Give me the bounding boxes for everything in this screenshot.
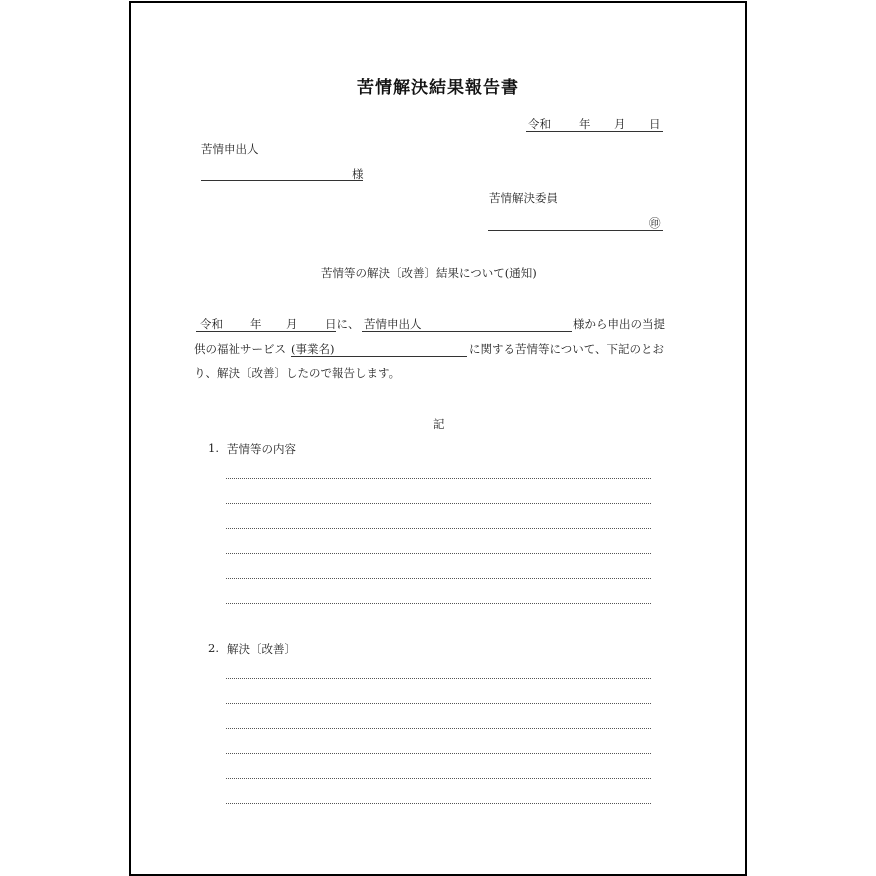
section-1-line (226, 553, 651, 554)
date-line (526, 116, 663, 132)
section-1-line (226, 578, 651, 579)
date-month: 月 (614, 117, 626, 131)
body-applicant-line (362, 316, 572, 332)
section-2-line (226, 678, 651, 679)
section-2-line (226, 778, 651, 779)
body-month: 月 (286, 317, 298, 331)
body-line1-tail: 様から申出の当提 (573, 317, 665, 331)
seal-mark: ㊞ (649, 216, 661, 230)
section-1-heading: 苦情等の内容 (227, 442, 296, 456)
document-page (129, 1, 747, 876)
body-era: 令和 (200, 317, 223, 331)
date-year: 年 (579, 117, 591, 131)
body-year: 年 (250, 317, 262, 331)
section-2-line (226, 803, 651, 804)
body-line3: り、解決〔改善〕したので報告します。 (194, 366, 401, 380)
section-2-number: 2. (208, 641, 219, 655)
complainant-name-line (201, 166, 363, 181)
body-day: 日に、 (325, 317, 360, 331)
committee-signature-line (488, 215, 663, 231)
body-business: (事業名) (291, 342, 335, 356)
section-2-line (226, 753, 651, 754)
section-2-heading: 解決〔改善〕 (227, 642, 296, 656)
body-line2-tail: に関する苦情等について、下記のとお (469, 342, 665, 356)
complainant-honorific: 様 (352, 167, 364, 181)
body-business-line (291, 341, 467, 357)
body-line2-head: 供の福祉サービス (194, 342, 286, 356)
section-2-line (226, 728, 651, 729)
body-date-line (196, 316, 360, 332)
section-1-line (226, 503, 651, 504)
body-applicant: 苦情申出人 (364, 317, 422, 331)
document-title: 苦情解決結果報告書 (357, 78, 519, 98)
section-2-line (226, 703, 651, 704)
section-1-number: 1. (208, 441, 219, 455)
date-day: 日 (649, 117, 661, 131)
section-1-line (226, 603, 651, 604)
notice-subject: 苦情等の解決〔改善〕結果について(通知) (321, 266, 537, 280)
committee-label: 苦情解決委員 (489, 191, 558, 205)
section-1-line (226, 528, 651, 529)
section-1-line (226, 478, 651, 479)
date-era: 令和 (528, 117, 551, 131)
ki-marker: 記 (433, 417, 445, 431)
complainant-label: 苦情申出人 (201, 142, 259, 156)
